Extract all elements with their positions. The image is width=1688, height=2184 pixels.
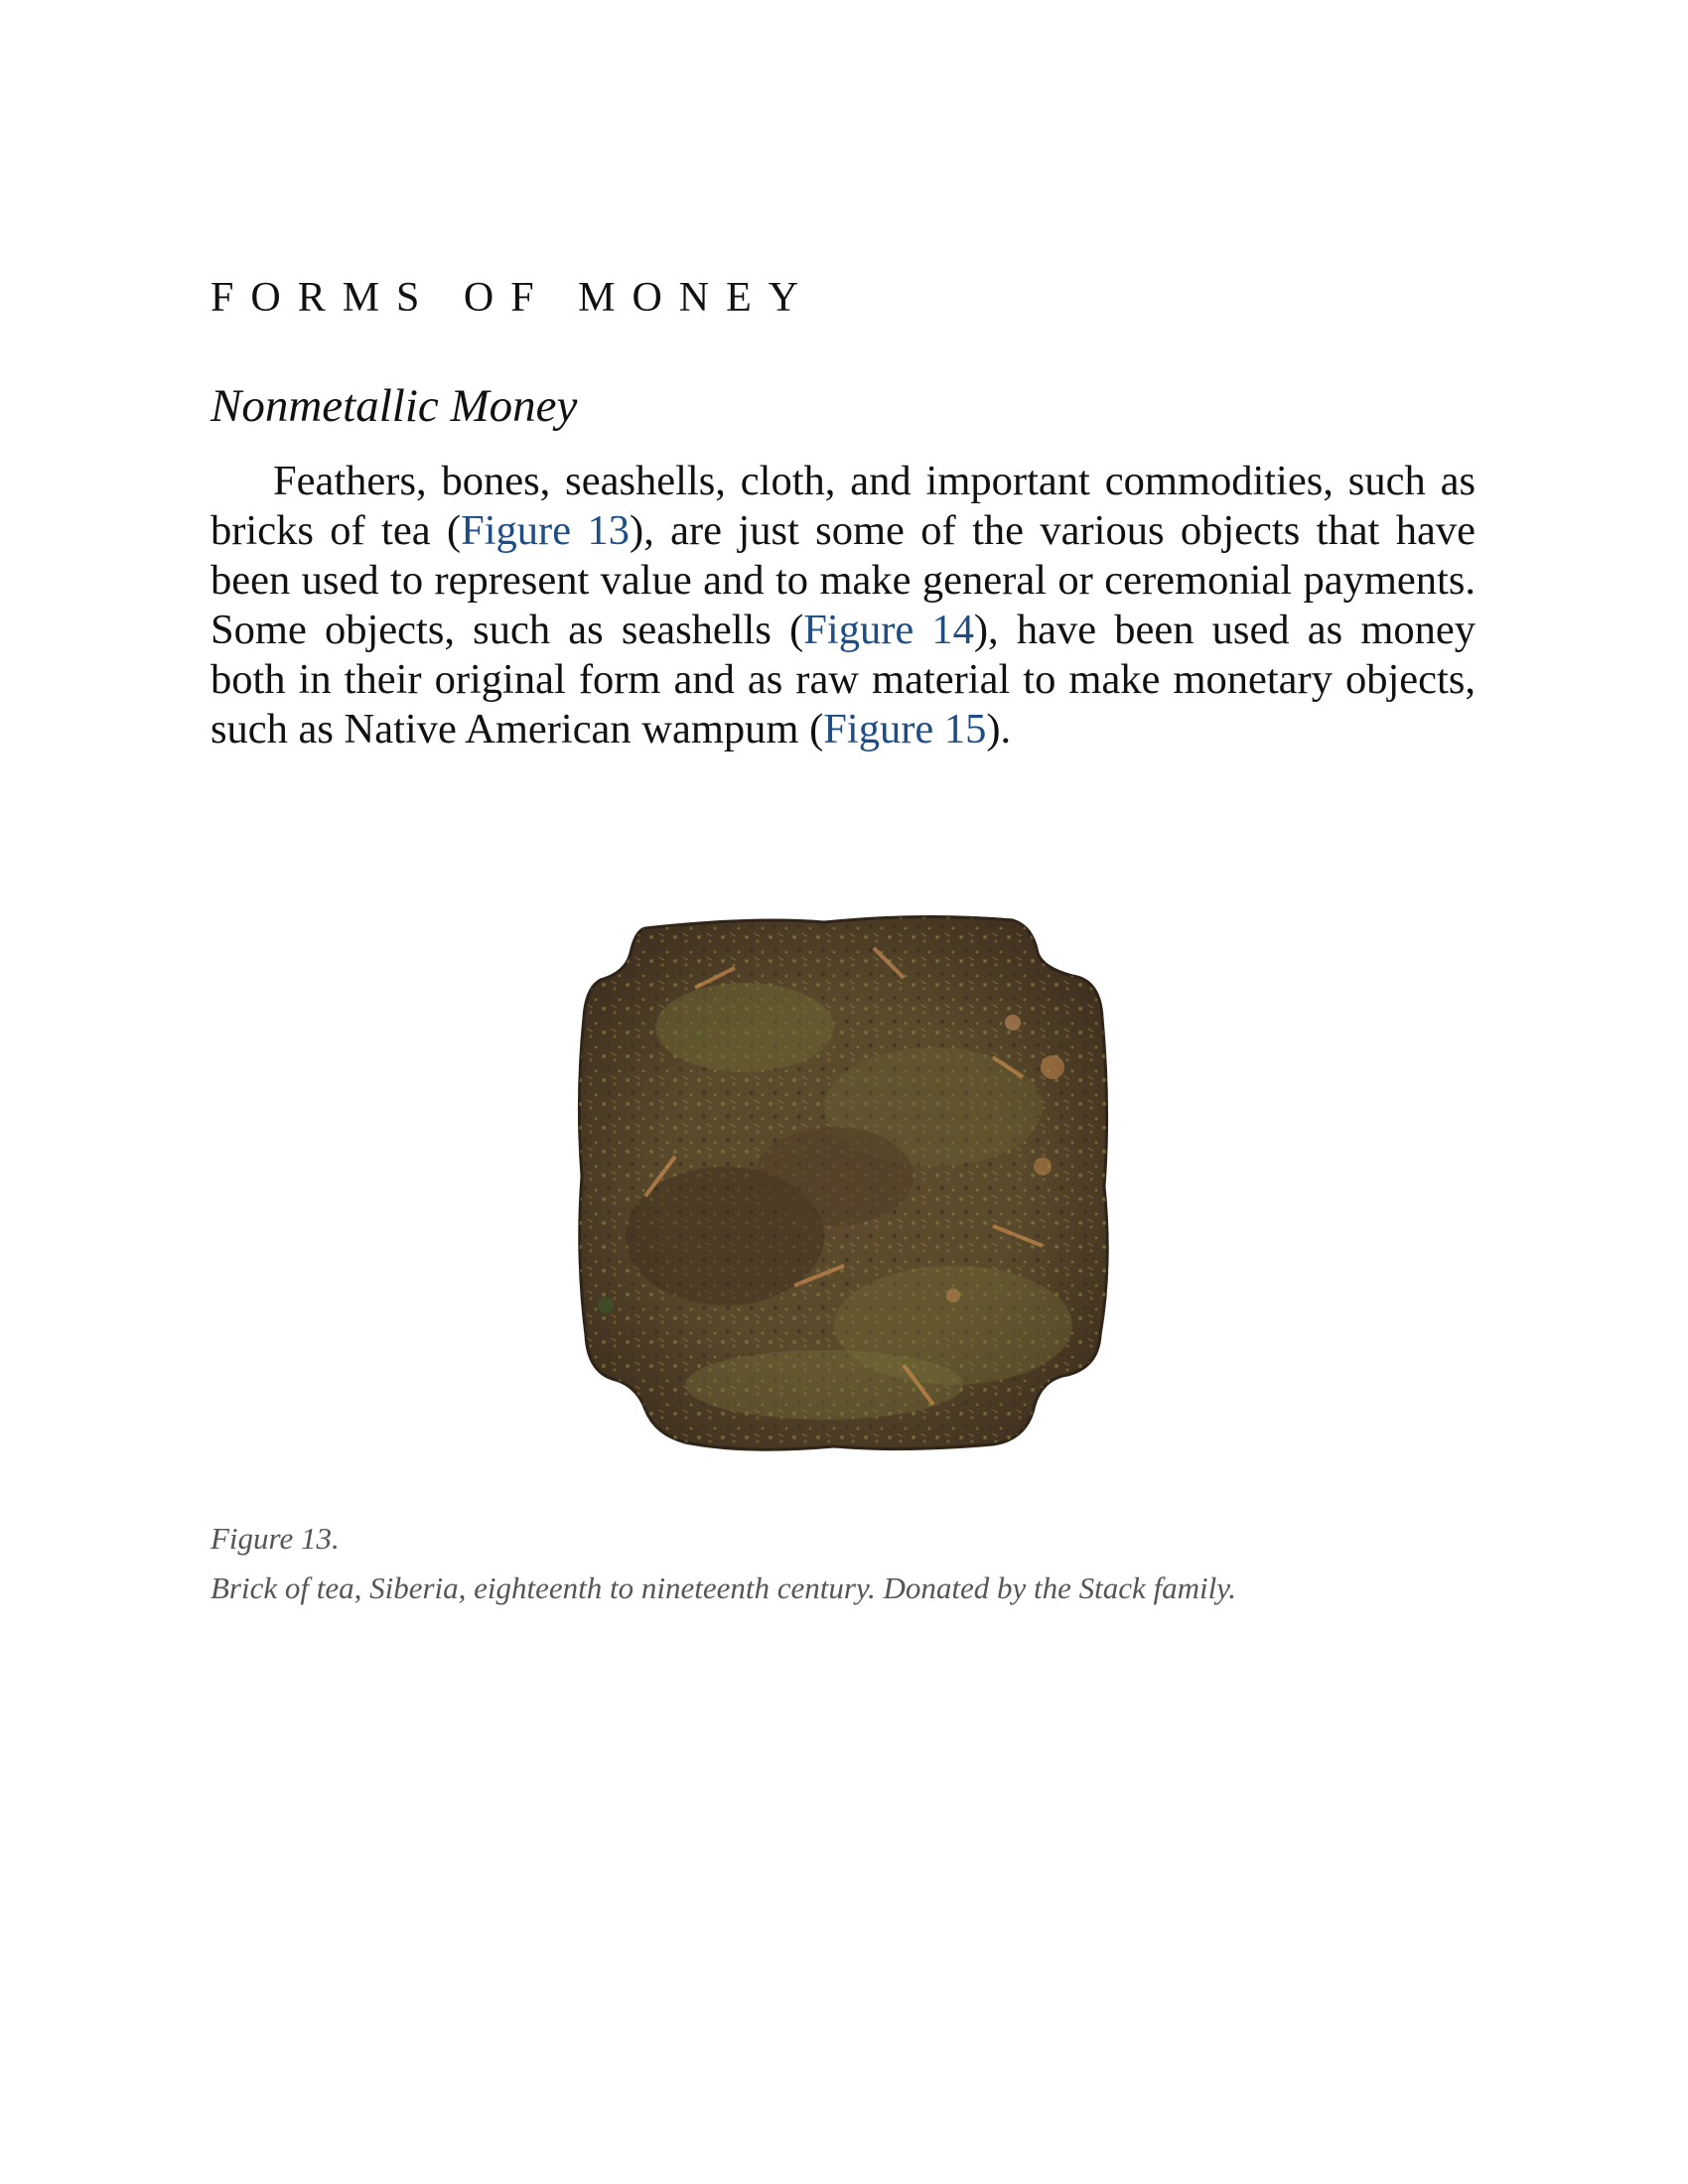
figure-13-link[interactable]: Figure 13 <box>461 507 630 554</box>
tea-brick-image <box>576 908 1112 1459</box>
body-paragraph <box>211 457 1476 754</box>
subsection-title: Nonmetallic Money <box>211 380 578 432</box>
paragraph-text: ), are just some of the various objects that have been used to represent value and to make general or ceremonial payments. Some objects, such as seashells ( <box>211 507 1476 653</box>
figure-14-link[interactable]: Figure 14 <box>803 607 974 653</box>
paragraph-text: Feathers, bones, seashells, cloth, and important commodities, such as bricks of tea ( <box>211 458 1476 554</box>
paragraph-text: ). <box>986 706 1012 752</box>
figure-15-link[interactable]: Figure 15 <box>823 706 987 752</box>
section-title: FORMS OF MONEY <box>211 275 816 321</box>
figure-caption-text: Brick of tea, Siberia, eighteenth to nineteenth century. Donated by the Stack family. <box>211 1570 1237 1605</box>
figure-label: Figure 13. <box>211 1521 340 1556</box>
figure-caption <box>211 1514 1501 1613</box>
paragraph-text: ), have been used as money both in their original form and as raw material to make monetary objects, such as Native American wampum ( <box>211 607 1476 752</box>
